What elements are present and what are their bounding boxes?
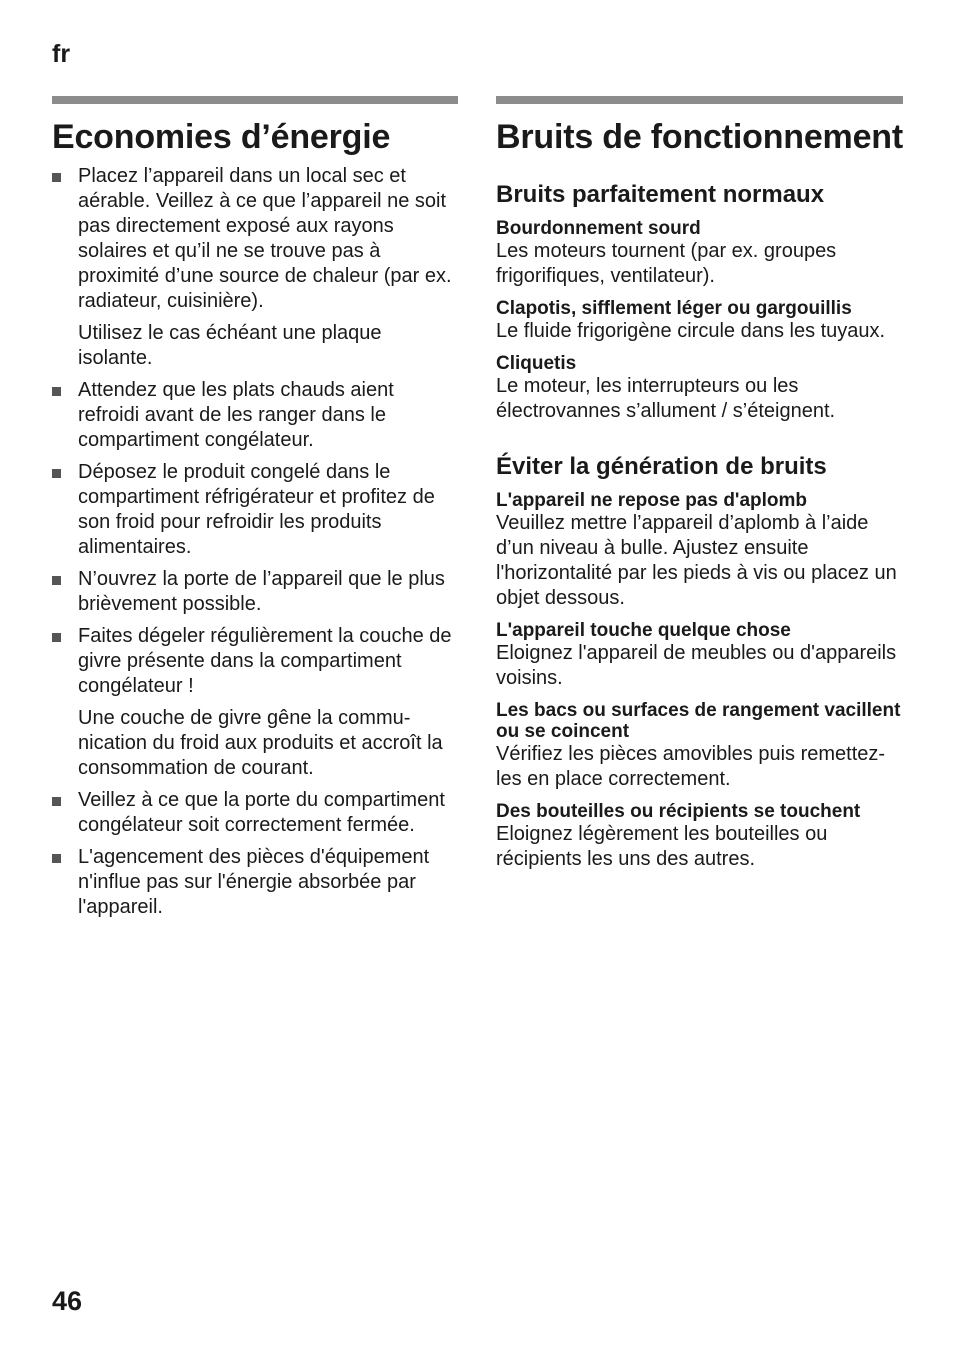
list-item-text: N’ouvrez la porte de l’appareil que le plus brièvement possible. [78,568,445,615]
noise-item [496,490,903,611]
normal-noise-heading: Bruits parfaitement normaux [496,181,825,208]
bullet-square-icon [52,469,61,478]
energy-tips-list [52,164,458,920]
noise-item-text: Les moteurs tournent (par ex. groupes frigorifiques, ventilateur). [496,240,837,287]
avoid-noise-heading: Éviter la génération de bruits [496,453,827,480]
noise-item [496,620,903,691]
noise-item-text: Le fluide frigorigène circule dans les tuyaux. [496,320,886,342]
list-item [52,845,458,920]
energy-saving-title: Economies d’énergie [52,118,391,156]
list-item-text: Faites dégeler régulièrement la couche de givre présente dans la compartiment congélateur ! [78,625,452,697]
noise-item-text: Eloignez l'appareil de meubles ou d'appareils voisins. [496,642,897,689]
list-item-note: Utilisez le cas échéant une plaque isolante. [78,322,382,369]
list-item [52,624,458,781]
bullet-square-icon [52,576,61,585]
list-item-text: L'agencement des pièces d'équipement n'influe pas sur l'énergie absorbée par l'appareil. [78,846,430,918]
noise-item-text: Vérifiez les pièces amovibles puis remettez-les en place correctement. [496,743,886,790]
list-item [52,460,458,560]
bullet-square-icon [52,173,61,182]
noise-item-title: L'appareil touche quelque chose [496,620,791,641]
noise-item-title: Clapotis, sifflement léger ou gargouillis [496,298,852,319]
section-rule [52,96,458,104]
noise-item-text: Le moteur, les interrupteurs ou les électrovannes s’allument / s’éteignent. [496,375,836,422]
noise-item [496,298,903,344]
bullet-square-icon [52,797,61,806]
bullet-square-icon [52,633,61,642]
section-rule [496,96,903,104]
list-item-note: Une couche de givre gêne la commu- nication du froid aux produits et accroît la consommation de courant. [78,707,443,779]
list-item-text: Déposez le produit congelé dans le compartiment réfrigérateur et profitez de son froid pour refroidir les produits alimentaires. [78,461,435,558]
noise-item-title: Cliquetis [496,353,577,374]
noise-item-title: Des bouteilles ou récipients se touchent [496,801,861,822]
noise-item-title: L'appareil ne repose pas d'aplomb [496,490,808,511]
list-item [52,378,458,453]
list-item [52,567,458,617]
operating-noise-title: Bruits de fonctionnement [496,118,903,156]
bullet-square-icon [52,387,61,396]
operating-noise-section [496,96,903,881]
page-number: 46 [52,1286,83,1316]
list-item [52,788,458,838]
list-item-text: Attendez que les plats chauds aient refroidi avant de les ranger dans le compartiment congélateur. [78,379,394,451]
energy-saving-section [52,96,458,927]
noise-item [496,353,903,424]
list-item-text: Placez l’appareil dans un local sec et aérable. Veillez à ce que l’appareil ne soit pas directement exposé aux rayons solaires et qu’il ne se trouve pas à proximité d’une source de chaleur (par ex. radiateur, cuisinière). [78,165,452,312]
noise-item [496,218,903,289]
language-label: fr [52,40,71,68]
noise-item [496,700,903,792]
bullet-square-icon [52,854,61,863]
list-item [52,164,458,371]
noise-item [496,801,903,872]
noise-item-title: Les bacs ou surfaces de rangement vacillent ou se coincent [496,700,901,742]
noise-item-title: Bourdonnement sourd [496,218,701,239]
noise-item-text: Eloignez légèrement les bouteilles ou récipients les uns des autres. [496,823,828,870]
noise-item-text: Veuillez mettre l’appareil d’aplomb à l’aide d’un niveau à bulle. Ajustez ensuite l'horizontalité par les pieds à vis ou placez un objet dessous. [496,512,897,609]
list-item-text: Veillez à ce que la porte du compartiment congélateur soit correctement fermée. [78,789,445,836]
